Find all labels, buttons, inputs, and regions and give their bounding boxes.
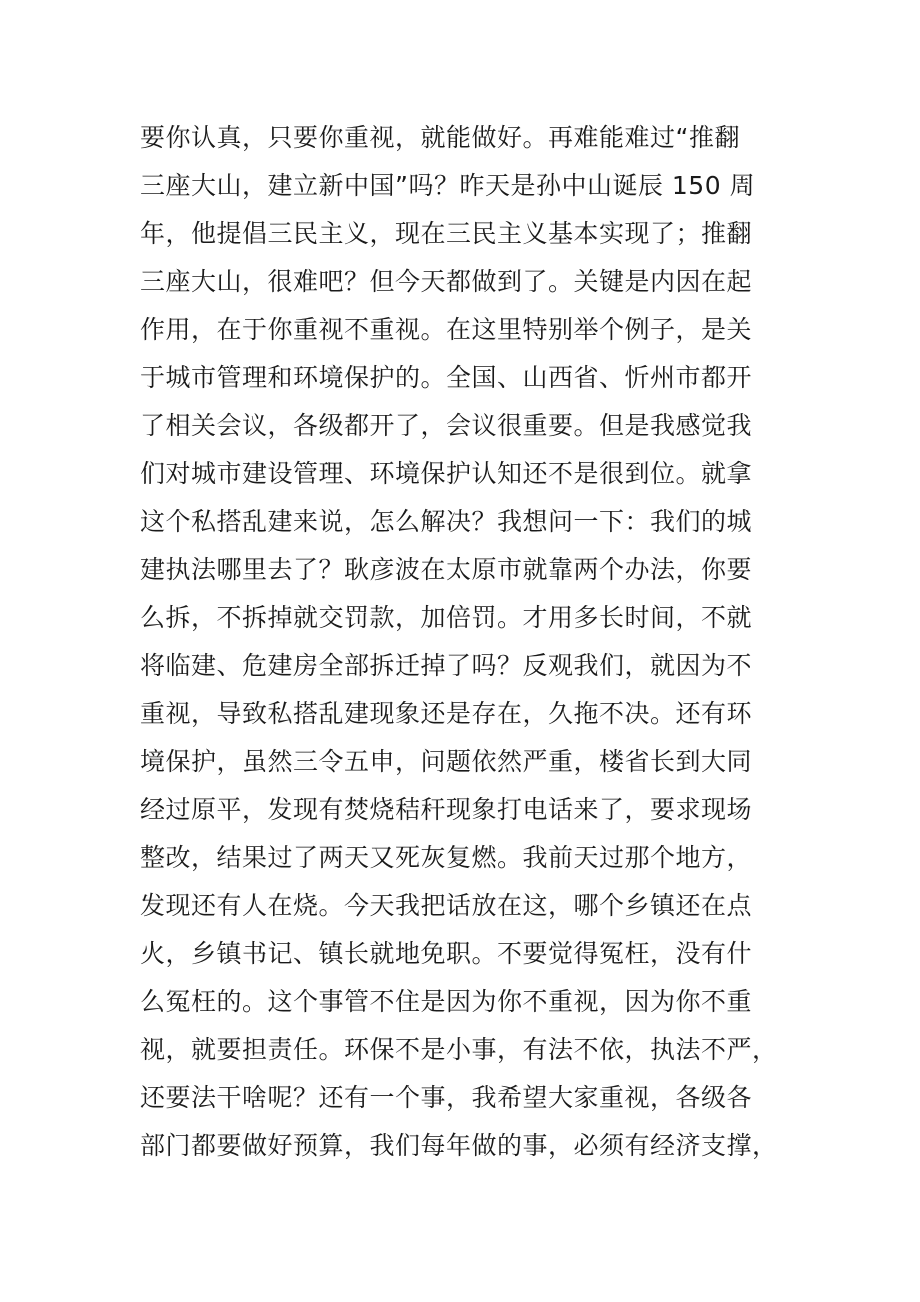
text-line: 重视，导致私搭乱建现象还是存在，久拖不决。还有环: [140, 699, 753, 728]
text-line: 要你认真，只要你重视，就能做好。再难能难过“推翻: [140, 123, 740, 152]
text-line: 部门都要做好预算，我们每年做的事，必须有经济支撑，: [140, 1131, 778, 1160]
text-line: 这个私搭乱建来说，怎么解决？我想问一下：我们的城: [140, 507, 753, 536]
text-line: 么拆，不拆掉就交罚款，加倍罚。才用多长时间，不就: [140, 603, 753, 632]
text-line: 们对城市建设管理、环境保护认知还不是很到位。就拿: [140, 459, 753, 488]
text-line: 三座大山，很难吧？但今天都做到了。关键是内因在起: [140, 267, 753, 296]
text-line: 作用，在于你重视不重视。在这里特别举个例子，是关: [140, 315, 753, 344]
text-line: 将临建、危建房全部拆迁掉了吗？反观我们，就因为不: [140, 651, 753, 680]
text-line: 视，就要担责任。环保不是小事，有法不依，执法不严，: [140, 1035, 778, 1064]
text-line: 了相关会议，各级都开了，会议很重要。但是我感觉我: [140, 411, 753, 440]
text-line: 三座大山，建立新中国”吗？昨天是孙中山诞辰 150 周: [140, 171, 756, 200]
text-line: 建执法哪里去了？耿彦波在太原市就靠两个办法，你要: [140, 555, 753, 584]
text-line: 年，他提倡三民主义，现在三民主义基本实现了；推翻: [140, 219, 753, 248]
text-line: 于城市管理和环境保护的。全国、山西省、忻州市都开: [140, 363, 753, 392]
text-line: 么冤枉的。这个事管不住是因为你不重视，因为你不重: [140, 987, 753, 1016]
body-text: [140, 114, 800, 1170]
text-line: 经过原平，发现有焚烧秸秆现象打电话来了，要求现场: [140, 795, 753, 824]
text-line: 整改，结果过了两天又死灰复燃。我前天过那个地方，: [140, 843, 753, 872]
text-line: 还要法干啥呢？还有一个事，我希望大家重视，各级各: [140, 1083, 753, 1112]
text-line: 境保护，虽然三令五申，问题依然严重，楼省长到大同: [140, 747, 753, 776]
text-line: 发现还有人在烧。今天我把话放在这，哪个乡镇还在点: [140, 891, 753, 920]
text-line: 火，乡镇书记、镇长就地免职。不要觉得冤枉，没有什: [140, 939, 753, 968]
